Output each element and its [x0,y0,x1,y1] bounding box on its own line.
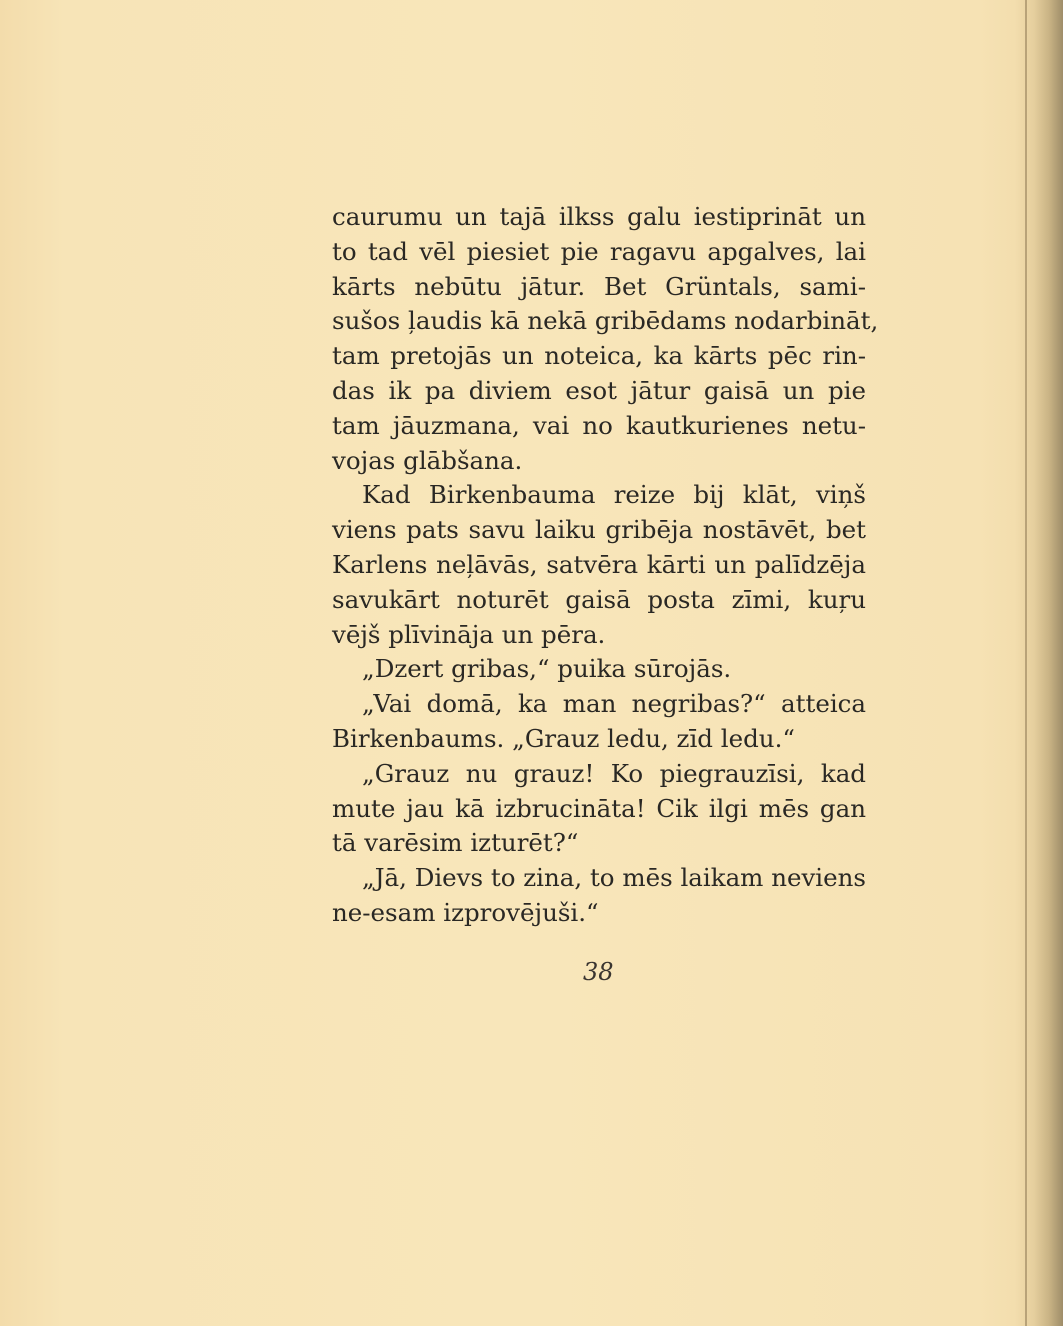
text-line: vojas glābšana. [332,445,523,475]
text-line: kārts nebūtu jātur. Bet Grüntals, sami- [332,271,866,301]
text-line: caurumu un tajā ilkss galu iestiprināt un [332,202,866,231]
text-line: tam pretojās un noteica, ka kārts pēc rin- [332,341,866,371]
text-line: mute jau kā izbrucināta! Cik ilgi mēs gan [332,793,866,823]
page-edge-shadow [1015,0,1063,1326]
text-line: das ik pa diviem esot jātur gaisā un pie [332,375,866,405]
text-line: Karlens neļāvās, satvēra kārti un palīdzēja [332,549,866,579]
text-line: Birkenbaums. „Grauz ledu, zīd ledu.“ [332,723,795,753]
text-line: sušos ļaudis kā nekā gribēdams nodarbināt, [332,306,879,336]
page-edge-line [1025,0,1027,1326]
text-line: vējš plīvināja un pēra. [332,619,606,649]
body-text [332,200,879,931]
text-line: tā varēsim izturēt?“ [332,828,579,858]
text-line: „Vai domā, ka man negribas?“ atteica [362,689,866,719]
text-line: tam jāuzmana, vai no kautkurienes netu- [332,410,866,440]
text-line: viens pats savu laiku gribēja nostāvēt, bet [332,515,866,545]
text-line: Kad Birkenbauma reize bij klāt, viņš [362,480,866,510]
page-number: 38 [583,958,614,986]
text-line: „Grauz nu grauz! Ko piegrauzīsi, kad [362,758,866,788]
text-line: „Jā, Dievs to zina, to mēs laikam neviens [362,863,866,893]
text-line: savukārt noturēt gaisā posta zīmi, kuŗu [332,584,866,614]
text-line: to tad vēl piesiet pie ragavu apgalves, lai [332,236,866,266]
text-line: ne-esam izprovējuši.“ [332,897,599,927]
text-line: „Dzert gribas,“ puika sūrojās. [362,654,732,684]
